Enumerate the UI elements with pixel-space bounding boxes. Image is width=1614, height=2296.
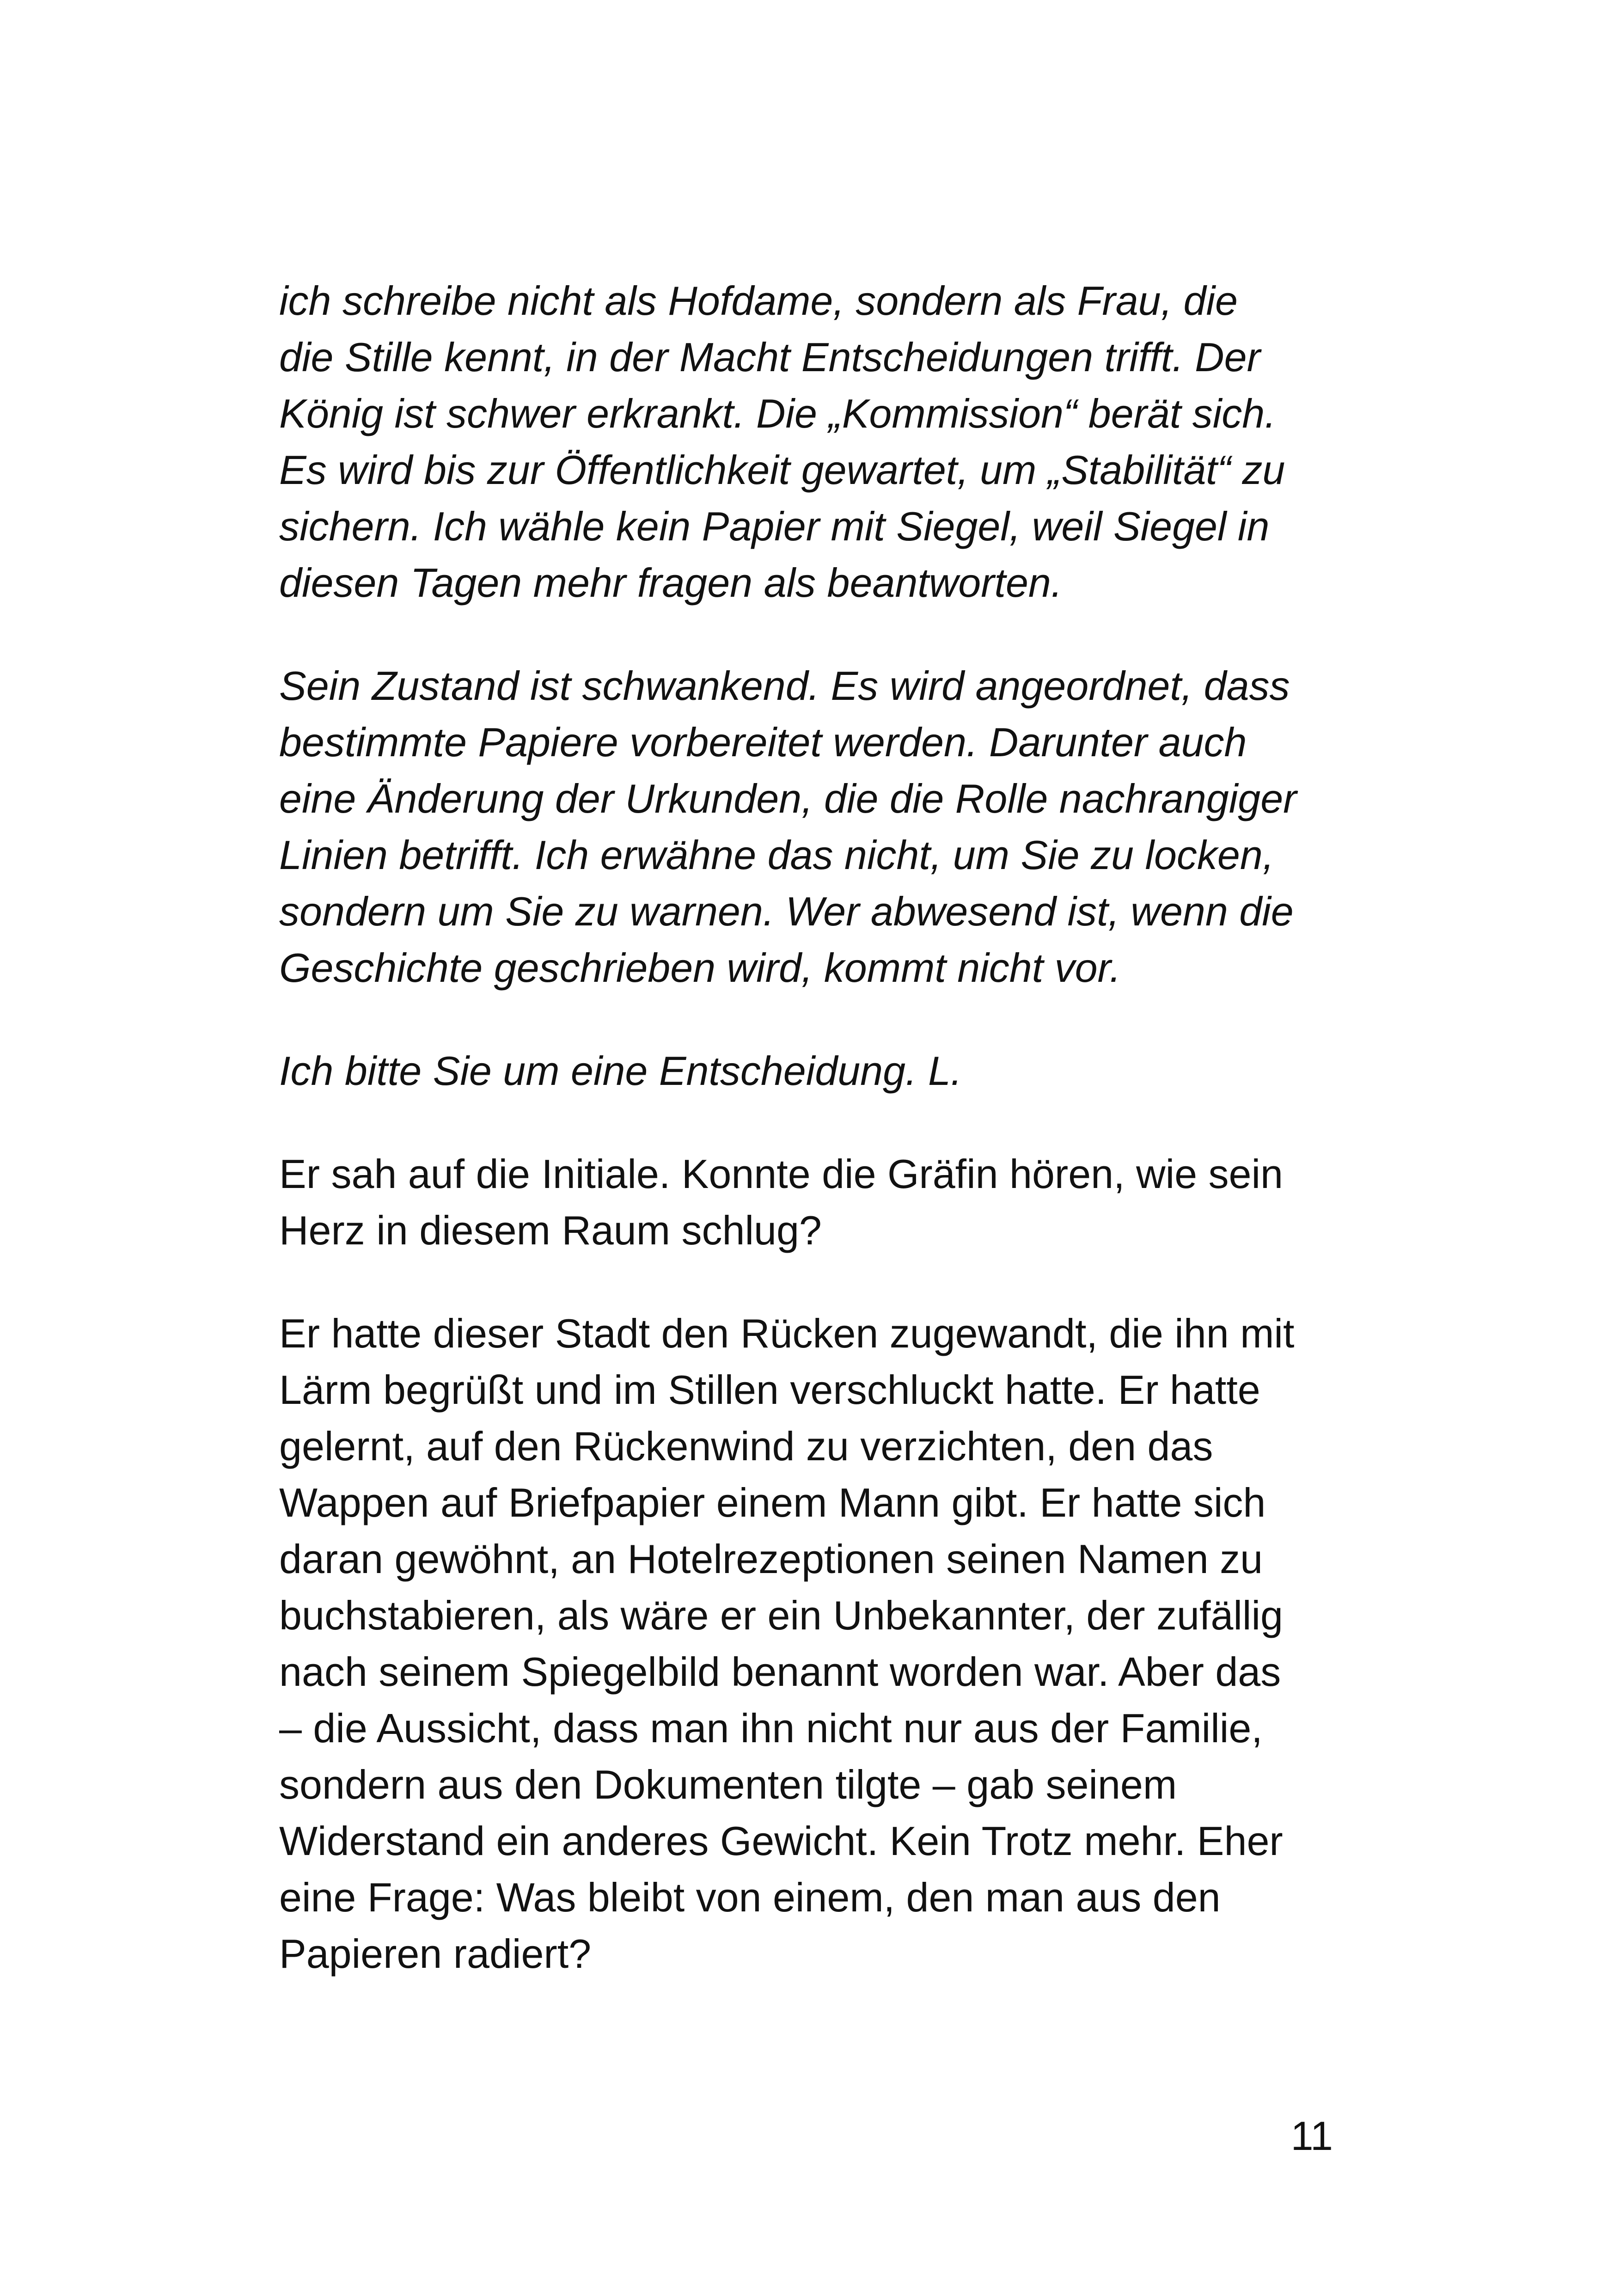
- text-line: Herz in diesem Raum schlug?: [279, 1207, 822, 1253]
- text-line: Sein Zustand ist schwankend. Es wird angeordnet, dass: [279, 663, 1290, 709]
- narrative-paragraph-1: [279, 1146, 1356, 1259]
- letter-paragraph-2: [279, 658, 1356, 996]
- body-text: [279, 273, 1356, 2029]
- text-line: König ist schwer erkrankt. Die „Kommission“ berät sich.: [279, 391, 1276, 436]
- text-line: Papieren radiert?: [279, 1931, 592, 1977]
- text-line: daran gewöhnt, an Hotelrezeptionen seinen Namen zu: [279, 1536, 1263, 1582]
- text-line: Ich bitte Sie um eine Entscheidung. L.: [279, 1048, 962, 1094]
- text-line: die Stille kennt, in der Macht Entscheidungen trifft. Der: [279, 334, 1260, 380]
- letter-signoff: [279, 1043, 1356, 1099]
- text-line: Widerstand ein anderes Gewicht. Kein Trotz mehr. Eher: [279, 1818, 1283, 1864]
- text-line: eine Änderung der Urkunden, die die Rolle nachrangiger: [279, 776, 1297, 821]
- text-line: nach seinem Spiegelbild benannt worden war. Aber das: [279, 1649, 1281, 1695]
- text-line: – die Aussicht, dass man ihn nicht nur aus der Familie,: [279, 1705, 1263, 1751]
- text-line: Wappen auf Briefpapier einem Mann gibt. Er hatte sich: [279, 1480, 1266, 1525]
- text-line: Lärm begrüßt und im Stillen verschluckt hatte. Er hatte: [279, 1367, 1260, 1413]
- text-line: ich schreibe nicht als Hofdame, sondern als Frau, die: [279, 278, 1238, 324]
- text-line: buchstabieren, als wäre er ein Unbekannter, der zufällig: [279, 1592, 1283, 1638]
- narrative-paragraph-2: [279, 1305, 1356, 1982]
- letter-paragraph-1: [279, 273, 1356, 611]
- text-line: Er hatte dieser Stadt den Rücken zugewandt, die ihn mit: [279, 1310, 1295, 1356]
- text-line: bestimmte Papiere vorbereitet werden. Darunter auch: [279, 719, 1247, 765]
- text-line: Es wird bis zur Öffentlichkeit gewartet, um „Stabilität“ zu: [279, 447, 1285, 493]
- text-line: eine Frage: Was bleibt von einem, den man aus den: [279, 1874, 1221, 1920]
- text-line: Linien betrifft. Ich erwähne das nicht, um Sie zu locken,: [279, 832, 1274, 878]
- text-line: Geschichte geschrieben wird, kommt nicht vor.: [279, 945, 1121, 991]
- text-line: gelernt, auf den Rückenwind zu verzichten, den das: [279, 1423, 1213, 1469]
- text-line: sichern. Ich wähle kein Papier mit Siegel, weil Siegel in: [279, 503, 1270, 549]
- text-line: diesen Tagen mehr fragen als beantworten.: [279, 560, 1063, 606]
- text-line: Er sah auf die Initiale. Konnte die Gräfin hören, wie sein: [279, 1151, 1283, 1197]
- page-number: 11: [1290, 2113, 1333, 2159]
- text-line: sondern aus den Dokumenten tilgte – gab seinem: [279, 1762, 1177, 1807]
- text-line: sondern um Sie zu warnen. Wer abwesend ist, wenn die: [279, 888, 1294, 934]
